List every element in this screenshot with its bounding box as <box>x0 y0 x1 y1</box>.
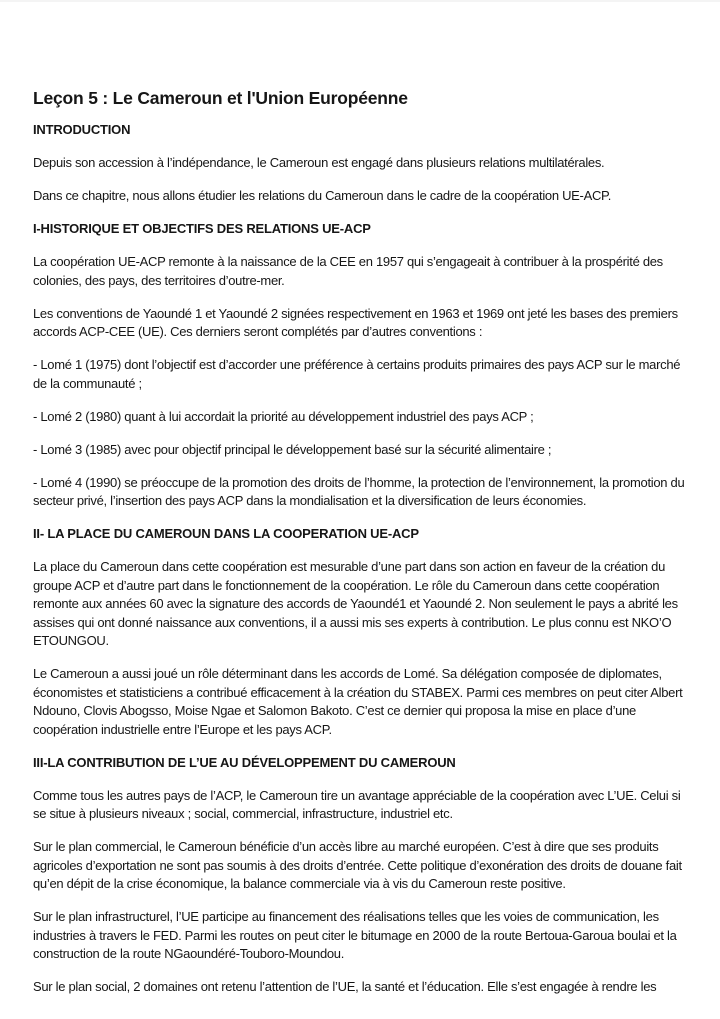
paragraph: Le Cameroun a aussi joué un rôle déterminant dans les accords de Lomé. Sa délégation composée de diplomates, économistes et statisticiens a contribué efficacement à la création du STABEX. Parmi ces membres on peut citer Albert Ndouno, Clovis Abogsso, Moise Ngae et Salomon Bakoto. C’est ce dernier qui proposa la mise en place d’une coopération industrielle entre l’Europe et les pays ACP. <box>33 666 683 737</box>
document-page <box>0 2 720 1019</box>
section-heading-contribution-ue: III-LA CONTRIBUTION DE L’UE AU DÉVELOPPEMENT DU CAMEROUN <box>33 754 456 770</box>
section-place-cameroun <box>33 525 693 739</box>
paragraph: Sur le plan infrastructurel, l’UE participe au financement des réalisations telles que les voies de communication, les industries à travers le FED. Parmi les routes on peut citer le bitumage en 2000 de la route Bertoua-Garoua boulai et la construction de la route NGaoundéré-Touboro-Moundou. <box>33 909 677 961</box>
paragraph: Sur le plan commercial, le Cameroun bénéficie d’un accès libre au marché européen. C’est à dire que ses produits agricoles d’exportation ne sont pas soumis à des droits d’entrée. Cette politique d’exonération des droits de douane fait qu’en dépit de la crise économique, la balance commerciale via à vis du Cameroun reste positive. <box>33 839 682 891</box>
section-heading-place-cameroun: II- LA PLACE DU CAMEROUN DANS LA COOPERATION UE-ACP <box>33 526 419 541</box>
paragraph: Les conventions de Yaoundé 1 et Yaoundé 2 signées respectivement en 1963 et 1969 ont jeté les bases des premiers accords ACP-CEE (UE). Ces derniers seront complétés par d’autres conventions : <box>33 305 678 339</box>
section-heading-introduction: INTRODUCTION <box>33 122 131 137</box>
paragraph-truncated: Sur le plan social, 2 domaines ont retenu l’attention de l’UE, la santé et l’éducation. Elle s’est engagée à rendre les <box>33 979 657 994</box>
paragraph: Depuis son accession à l’indépendance, le Cameroun est engagé dans plusieurs relations multilatérales. <box>33 155 605 170</box>
document-title: Leçon 5 : Le Cameroun et l'Union Européenne <box>33 88 408 108</box>
section-heading-historique: I-HISTORIQUE ET OBJECTIFS DES RELATIONS UE-ACP <box>33 221 371 236</box>
section-introduction <box>33 121 693 206</box>
paragraph: La coopération UE-ACP remonte à la naissance de la CEE en 1957 qui s’engageait à contribuer à la prospérité des colonies, des pays, des territoires d’outre-mer. <box>33 254 663 288</box>
section-historique-objectifs <box>33 220 693 511</box>
list-item-lome-4: - Lomé 4 (1990) se préoccupe de la promotion des droits de l’homme, la protection de l’environnement, la promotion du secteur privé, l’insertion des pays ACP dans la mondialisation et la diversification de leurs économies. <box>33 474 685 508</box>
paragraph: La place du Cameroun dans cette coopération est mesurable d’une part dans son action en faveur de la création du groupe ACP et d’autre part dans le fonctionnement de la coopération. Le rôle du Cameroun dans cette coopération remonte aux années 60 avec la signature des accords de Yaoundé1 et Yaoundé 2. Non seulement le pays a abrité les assises qui ont donné naissance aux conventions, il a aussi mis ses experts à contribution. Le plus connu est NKO’O ETOUNGOU. <box>33 559 678 648</box>
list-item-lome-1: - Lomé 1 (1975) dont l’objectif est d’accorder une préférence à certains produits primaires des pays ACP sur le marché de la communauté ; <box>33 357 681 391</box>
section-contribution-ue <box>33 754 693 997</box>
list-item-lome-3: - Lomé 3 (1985) avec pour objectif principal le développement basé sur la sécurité alimentaire ; <box>33 441 552 457</box>
paragraph: Comme tous les autres pays de l’ACP, le Cameroun tire un avantage appréciable de la coopération avec L’UE. Celui si se situe à plusieurs niveaux ; social, commercial, infrastructure, industriel etc. <box>33 787 681 821</box>
list-item-lome-2: - Lomé 2 (1980) quant à lui accordait la priorité au développement industriel des pays ACP ; <box>33 408 534 424</box>
paragraph: Dans ce chapitre, nous allons étudier les relations du Cameroun dans le cadre de la coopération UE-ACP. <box>33 188 612 203</box>
